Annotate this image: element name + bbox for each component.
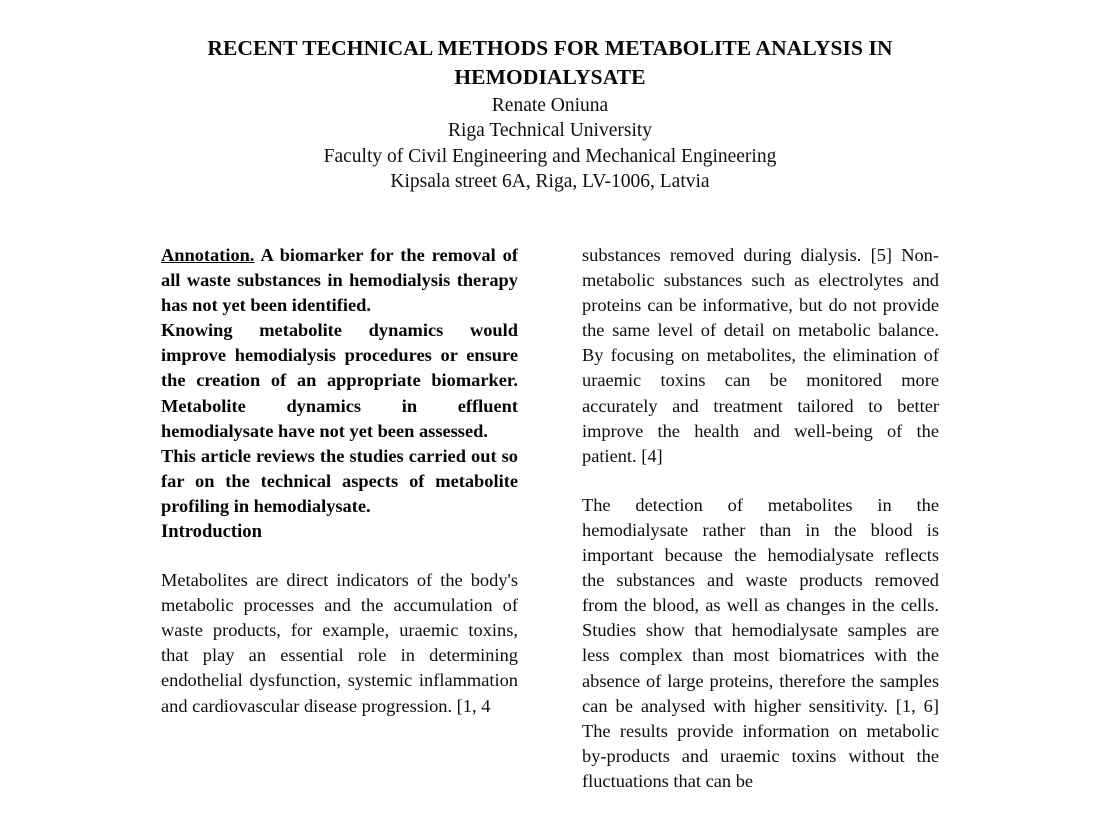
title-block — [0, 0, 1100, 195]
annotation-paragraph-1-text: A biomarker for the removal of all waste substances in hemodialysis therapy has not yet been identified. — [161, 245, 518, 316]
introduction-paragraph: Metabolites are direct indicators of the body's metabolic processes and the accumulation of waste products, for example, uraemic toxins, that play an essential role in determining endothelial dysfunction, systemic inflammation and cardiovascular disease progression. [1, 4 — [161, 570, 518, 716]
page-title: RECENT TECHNICAL METHODS FOR METABOLITE ANALYSIS IN HEMODIALYSATE — [207, 36, 893, 89]
annotation-paragraph-2: Knowing metabolite dynamics would improve hemodialysis procedures or ensure the creation of an appropriate biomarker. Metabolite dynamics in effluent hemodialysate have not yet been assessed. — [161, 320, 518, 441]
right-paragraph-1: substances removed during dialysis. [5] Non-metabolic substances such as electrolytes and proteins can be informative, but do not provide the same level of detail on metabolic balance. By focusing on metabolites, the elimination of uraemic toxins can be monitored more accurately and treatment tailored to better improve the health and well-being of the patient. [4] — [582, 245, 939, 466]
section-heading-introduction: Introduction — [161, 521, 262, 543]
annotation-paragraph-3: This article reviews the studies carried out so far on the technical aspects of metabolite profiling in hemodialysate. — [161, 445, 518, 516]
two-column-body — [161, 243, 939, 825]
author-name: Renate Oniuna — [491, 95, 609, 116]
right-column — [582, 243, 939, 825]
affiliation-address: Kipsala street 6A, Riga, LV-1006, Latvia — [390, 171, 710, 193]
right-paragraph-2: The detection of metabolites in the hemodialysate rather than in the blood is important because the hemodialysate reflects the substances and waste products removed from the blood, as well as changes in the cells. Studies show that hemodialysate samples are less complex than most biomatrices with the absence of large proteins, therefore the samples can be analysed with higher sensitivity. [1, 6] The results provide information on metabolic by-products and uraemic toxins without the fluctuations that can be — [582, 494, 939, 791]
annotation-label: Annotation. — [161, 245, 255, 265]
affiliation-university: Riga Technical University — [447, 120, 653, 142]
annotation-paragraph-1 — [161, 243, 518, 318]
left-column — [161, 243, 518, 825]
affiliation-faculty: Faculty of Civil Engineering and Mechanical Engineering — [323, 145, 777, 167]
